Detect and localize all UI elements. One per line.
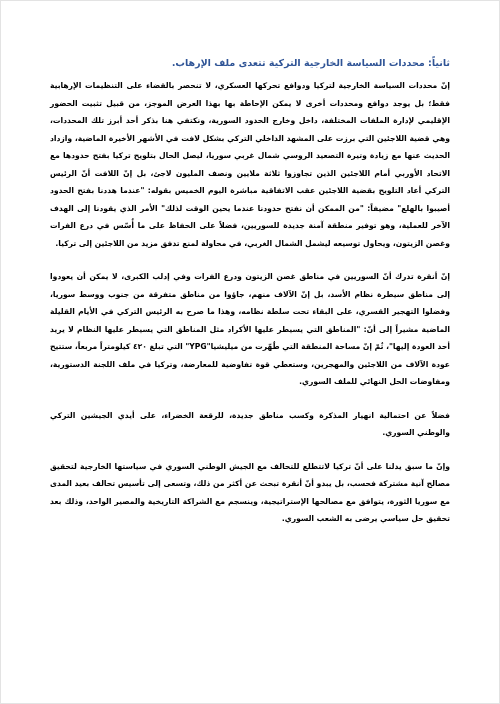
document-body [50,56,450,544]
paragraph-memorandum: فضلاً عن احتمالية انهيار المذكرة وكسب مناطق جديدة، للرقعة الخضراء، على أيدي الجيشين التركي والوطني السوري. [50,410,450,437]
paragraph-refugees: إنّ محددات السياسة الخارجية لتركيا ودوافع تحركها العسكري، لا تنحصر بالقضاء على التنظيمات الإرهابية فقط؛ بل يوجد دوافع ومحددات أخرى لا يمكن الإحاطة بها بهذا العرض الموجز، من قبيل تثبيت الحضور الإقليمي لإدارة الملفات المختلفة، داخل وخارج الحدود السورية، ونكتفي هنا بذكر أحد أبرز تلك المحددات، وهي قضية اللاجئين التي برزت على المشهد الداخلي التركي بشكل لافت في الأشهر الأخيرة الماضية، وازداد الحديث عنها مع زيادة وتيرة التصعيد الروسي شمال غربي سوريا، ليصل الحال بتلويح تركيا بفتح حدودها مع الاتحاد الأوربي أمام اللاجئين الذين تجاوزوا ثلاثة ملايين ونصف المليون لاجئ، بل إنّ اللافت أنّ الرئيس التركي أعاد التلويح بقضية اللاجئين عقب الاتفاقية مباشرة اليوم الخميس بقوله: "عندما هددنا بفتح الحدود أصيبوا بالهلع" مضيفاً: "من الممكن أن نفتح حدودنا عندما يحين الوقت لذلك" الأمر الذي يقودنا إلى الهدف الآخر للعملية، وهو توفير منطقة آمنة جديدة للسوريين، فضلاً على الحفاظ على ما أُسّس في درع الفرات وغصن الزيتون، ويحاول توسيعه ليشمل الشمال الغربي، في محاولة لمنع تدفق مزيد من اللاجئين إلى تركيا. [50,81,450,248]
paragraph-alliance: وإنّ ما سبق يدلنا على أنّ تركيا لاتتطلع للتحالف مع الجيش الوطني السوري في سياستها الخارجية لتحقيق مصالح آنية مشتركة فحسب، بل يبدو أنّ أنقرة تبحث عن أكثر من ذلك، وتسعى إلى تأسيس تحالف بعيد المدى مع سوريا الثورة، يتوافق مع مصالحها الإستراتيجية، وينسجم مع الشراكة التاريخية والمصير الواحد، وذلك بعد تحقيق حل سياسي يرضى به الشعب السوري. [50,461,450,523]
section-heading: ثانياً: محددات السياسة الخارجية التركية تتعدى ملف الإرهاب. [171,58,450,69]
paragraph-safe-zone: إنّ أنقرة تدرك أنّ السوريين في مناطق غصن الزيتون ودرع الفرات وفي إدلب الكبرى، لا يمكن أن يعودوا إلى مناطق سيطرة نظام الأسد، بل إنّ الآلاف منهم، جاؤوا من مناطق متفرقة من جنوب ووسط سوريا، وفضلوا التهجير القسري، على البقاء تحت سلطة نظامه، وهذا ما صرح به الرئيس التركي في الأيام القليلة الماضية مشيراً إلى أنّ: "المناطق التي يسيطر عليها الأكراد مثل المناطق التي يسيطر عليها النظام لا يريد أحد العودة إليها"، ثُمّ إنّ مساحة المنطقة التي طُهّرت من ميليشيا"YPG" التي تبلغ ٤٢٠ كيلومتراً مربعاً، ستتيح عودة الآلاف من اللاجئين والمهجرين، وستعطي قوة تفاوضية للمعارضة، وتركيا في ملف اللجنة الدستورية، ومفاوضات الحل النهائي للملف السوري. [50,272,450,386]
